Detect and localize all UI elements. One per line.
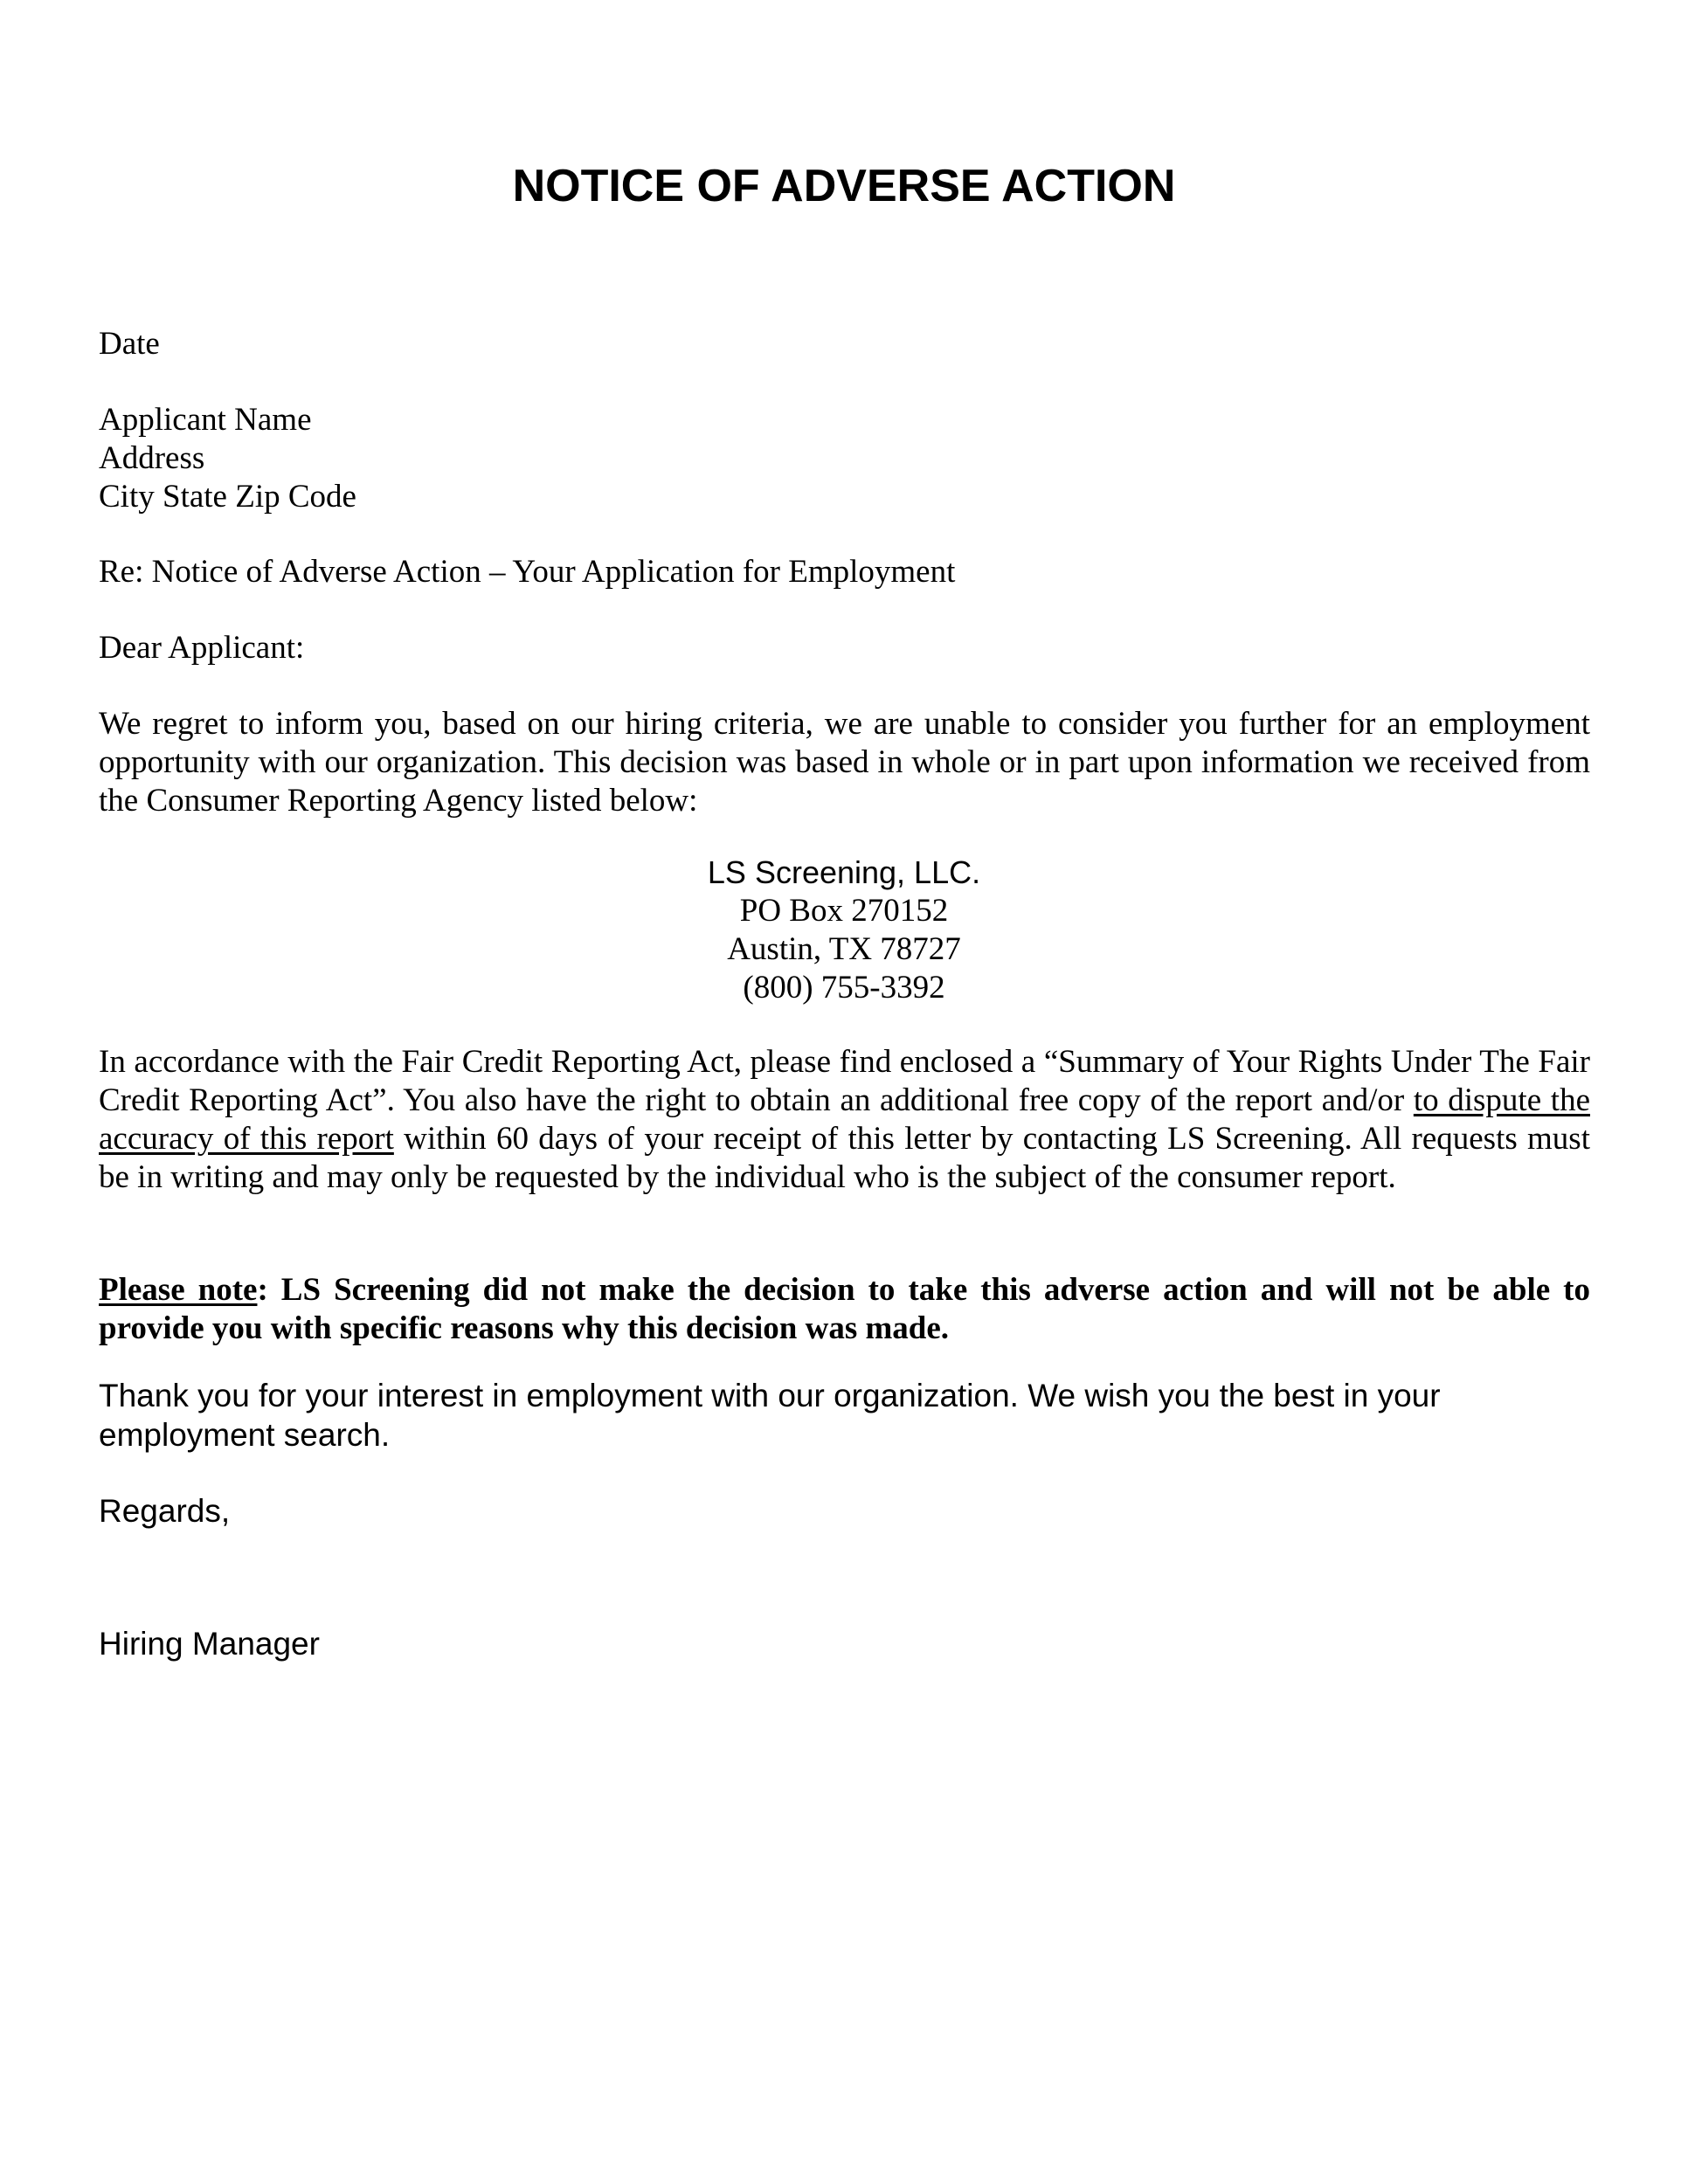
- agency-name: LS Screening, LLC.: [707, 854, 981, 890]
- thanks-paragraph: [99, 1376, 1590, 1455]
- please-note-colon: :: [257, 1272, 268, 1308]
- paragraph-rights-part1: In accordance with the Fair Credit Reporting Act, please find enclosed a “Summary of Your Rights Under The Fair Credit Reporting Act”. You also have the right to obtain an additional free copy of the report and/or: [99, 1044, 1590, 1118]
- thanks-line-1: Thank you for your interest in employment with our organization. We wish you the best in your: [99, 1378, 1441, 1413]
- agency-block: [0, 854, 1688, 1007]
- agency-po-box: PO Box 270152: [739, 893, 949, 929]
- recipient-city-state-zip: City State Zip Code: [99, 479, 356, 515]
- please-note-label: Please note: [99, 1272, 258, 1308]
- recipient-address: Address: [99, 440, 205, 476]
- dispute-link-text: to dispute the accuracy of this report: [99, 1082, 1590, 1157]
- paragraph-rights: [99, 1043, 1590, 1197]
- recipient-block: [99, 401, 1590, 516]
- recipient-name: Applicant Name: [99, 402, 312, 438]
- date-line: Date: [99, 326, 160, 362]
- page-title: NOTICE OF ADVERSE ACTION: [512, 161, 1176, 211]
- paragraph-rejection: We regret to inform you, based on our hiring criteria, we are unable to consider you further for an employment opportunity with our organization. This decision was based in whole or in part upon information we received from the Consumer Reporting Agency listed below:: [99, 706, 1590, 819]
- salutation: Dear Applicant:: [99, 630, 305, 666]
- agency-city: Austin, TX 78727: [727, 931, 961, 967]
- please-note-text: LS Screening did not make the decision to take this adverse action and will not be able to provide you with specific reasons why this decision was made.: [99, 1272, 1590, 1346]
- signature: Hiring Manager: [99, 1626, 320, 1662]
- closing: Regards,: [99, 1493, 231, 1529]
- paragraph-rights-part2: within 60 days of your receipt of this letter by contacting LS Screening. All requests must be in writing and may only be requested by the individual who is the subject of the consumer report.: [99, 1121, 1590, 1195]
- agency-phone: (800) 755-3392: [743, 970, 945, 1006]
- re-line: Re: Notice of Adverse Action – Your Application for Employment: [99, 554, 956, 590]
- please-note-paragraph: [99, 1271, 1590, 1348]
- thanks-line-2: employment search.: [99, 1417, 391, 1453]
